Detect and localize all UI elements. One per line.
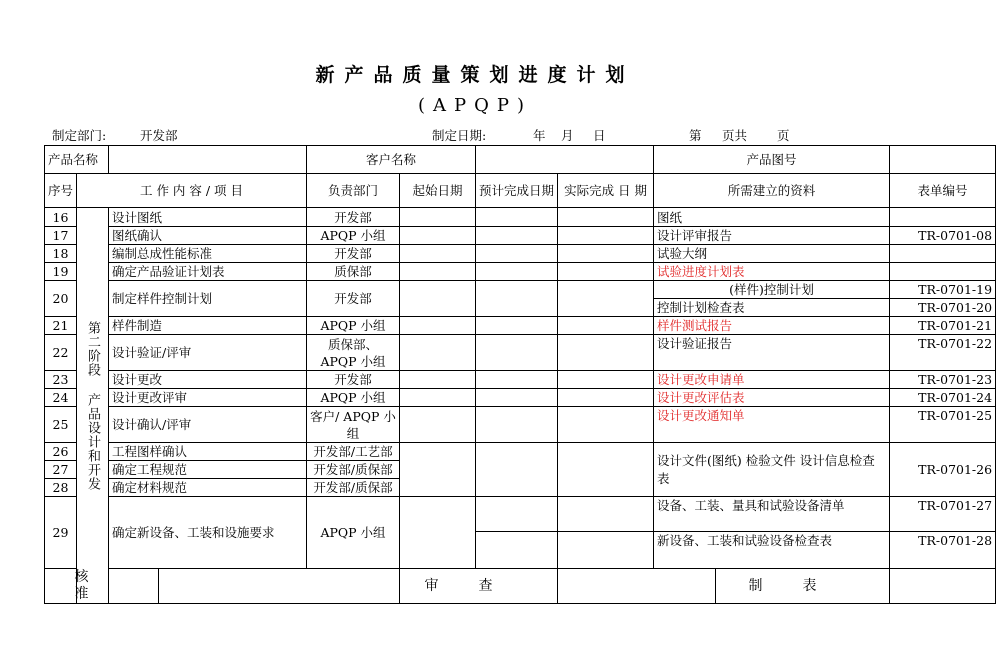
product-drawing-no-value[interactable] [890,146,996,174]
table-row: 新设备、工装和试验设备检查表 TR-0701-28 [45,532,996,569]
review-label: 审查 [400,569,558,604]
start-date-header: 起始日期 [400,174,476,208]
table-row: 18 编制总成性能标准 开发部 试验大纲 [45,245,996,263]
table-row: 29 确定新设备、工装和设施要求 APQP 小组 设备、工装、量具和试验设备清单 TR-0701-27 [45,497,996,532]
table-row: 26 工程图样确认 开发部/工艺部 设计文件(图纸) 检验文件 设计信息检查表 TR-0701-26 [45,443,996,461]
product-drawing-no-label: 产品图号 [654,146,890,174]
product-name-value[interactable] [109,146,307,174]
date-label: 制定日期: [432,128,487,143]
column-header-row [45,174,996,208]
product-info-row [45,146,996,174]
table-row: 22 设计验证/评审 质保部、APQP 小组 设计验证报告 TR-0701-22 [45,335,996,371]
table-row: 19 确定产品验证计划表 质保部 试验进度计划表 [45,263,996,281]
table-row: 24 设计更改评审 APQP 小组 设计更改评估表 TR-0701-24 [45,389,996,407]
table-row: 23 设计更改 开发部 设计更改申请单 TR-0701-23 [45,371,996,389]
form-no-header: 表单编号 [890,174,996,208]
prepare-field[interactable] [890,569,996,604]
resp-dept-header: 负责部门 [307,174,400,208]
date-month: 月 [561,128,574,143]
signature-row [45,569,996,604]
page-total: 页共 [722,128,748,143]
table-row: 16 第二阶段 产品设计和开发 设计图纸 开发部 图纸 [45,208,996,227]
apqp-schedule-table [44,145,996,604]
date-day: 日 [593,128,606,143]
customer-name-label: 客户名称 [307,146,476,174]
review-field[interactable] [558,569,716,604]
dept-value: 开发部 [140,128,178,143]
stage-label: 第二阶段 产品设计和开发 [77,208,109,604]
table-row: 21 样件制造 APQP 小组 样件测试报告 TR-0701-21 [45,317,996,335]
work-item-header: 工 作 内 容 / 项 目 [77,174,307,208]
customer-name-value[interactable] [476,146,654,174]
page-label: 第 [689,128,702,143]
planned-finish-header: 预计完成日期 [476,174,558,208]
product-name-label: 产品名称 [45,146,109,174]
table-row: 20 制定样件控制计划 开发部 (样件)控制计划 TR-0701-19 [45,281,996,299]
approve-field[interactable] [159,569,400,604]
dept-label: 制定部门: [52,128,107,143]
actual-finish-header: 实际完成 日 期 [558,174,654,208]
document-subtitle: (APQP) [417,95,533,116]
date-year: 年 [533,128,546,143]
table-row: 17 图纸确认 APQP 小组 设计评审报告 TR-0701-08 [45,227,996,245]
table-row: 控制计划检查表 TR-0701-20 [45,299,996,317]
prepare-label: 制表 [716,569,890,604]
page-end: 页 [777,128,790,143]
approve-label: 核准 [45,569,159,604]
seq-header: 序号 [45,174,77,208]
docs-header: 所需建立的资料 [654,174,890,208]
table-row: 28 确定材料规范 开发部/质保部 [45,479,996,497]
document-title: 新产品质量策划进度计划 [315,64,635,86]
table-row: 27 确定工程规范 开发部/质保部 [45,461,996,479]
table-row: 25 设计确认/评审 客户/ APQP 小组 设计更改通知单 TR-0701-25 [45,407,996,443]
